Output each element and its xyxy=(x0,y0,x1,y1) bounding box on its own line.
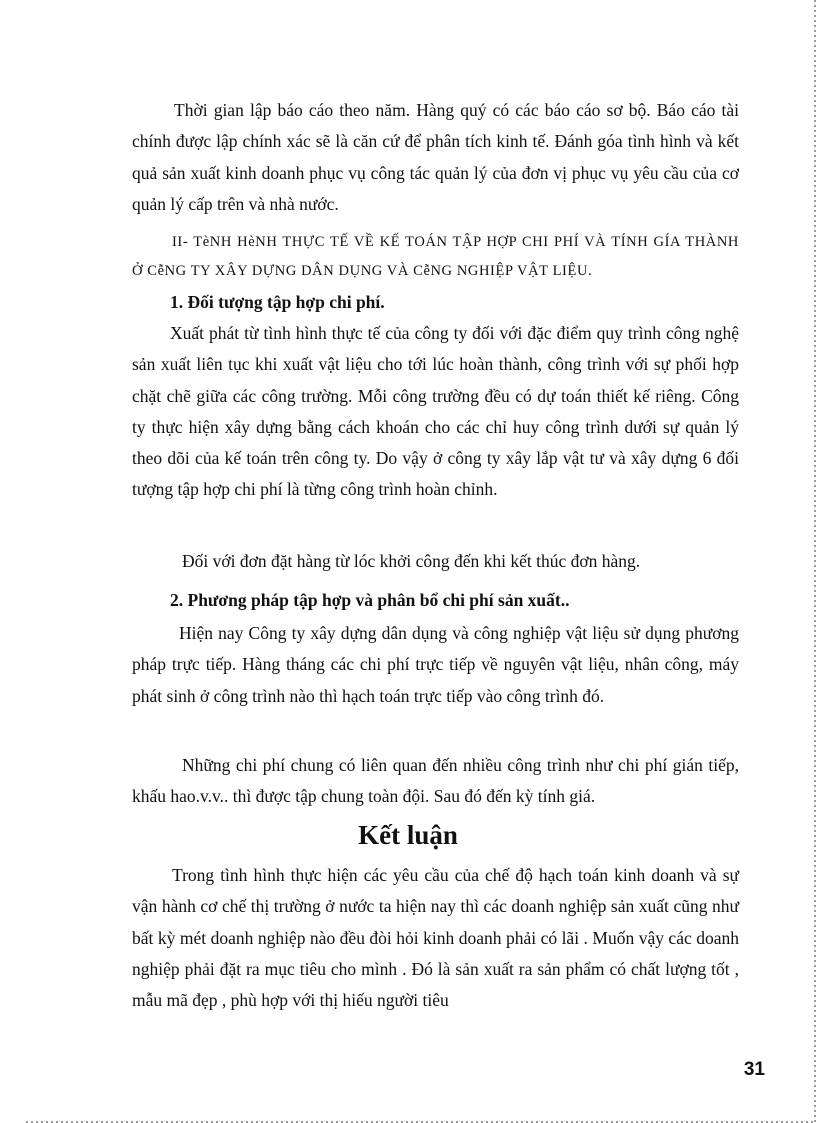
intro-paragraph: Thời gian lập báo cáo theo năm. Hàng quý có các báo cáo sơ bộ. Báo cáo tài chính được lập chính xác sẽ là căn cứ để phân tích kinh tế. Đánh góa tình hình và kết quả sản xuất kinh doanh phục vụ công tác quản lý của đơn vị phục vụ yêu cầu của cơ quản lý cấp trên và nhà nước. xyxy=(132,100,739,214)
heading-cost-method: 2. Phương pháp tập hợp và phân bổ chi phí sản xuất.. xyxy=(170,590,570,610)
body-cost-objects: Xuất phát từ tình hình thực tế của công ty đối với đặc điểm quy trình công nghệ sản xuất liên tục khi xuất vật liệu cho tới lúc hoàn thành, công trình với sự phối hợp chặt chẽ giữa các công trường. Mỗi công trường đều có dự toán thiết kế riêng. Công ty thực hiện xây dựng bằng cách khoán cho các chỉ huy công trình dưới sự quản lý theo dõi của kế toán trên công ty. Do vậy ở công ty xây lắp vật tư và xây dựng 6 đối tượng tập hợp chi phí là từng công trình hoàn chỉnh. xyxy=(132,323,739,500)
body-order-note: Đối với đơn đặt hàng từ lóc khởi công đến khi kết thúc đơn hàng. xyxy=(182,551,641,571)
page-number: 31 xyxy=(743,1059,765,1080)
conclusion-title: Kết luận xyxy=(358,820,458,850)
body-common-costs: Những chi phí chung có liên quan đến nhiều công trình như chi phí gián tiếp, khấu hao.v.v.. thì được tập chung toàn đội. Sau đó đến kỳ tính giá. xyxy=(132,755,739,807)
heading-cost-objects: 1. Đối tượng tập hợp chi phí. xyxy=(170,292,385,312)
section-title: II- TèNH HèNH THỰC TẾ VỀ KẾ TOÁN TẬP HỢP CHI PHÍ VÀ TÍNH GÍA THÀNH Ở CễNG TY XÂY DỰNG DÂN DỤNG VÀ CễNG NGHIỆP VẬT LIỆU. xyxy=(132,234,739,279)
body-cost-method: Hiện nay Công ty xây dựng dân dụng và công nghiệp vật liệu sử dụng phương pháp trực tiếp. Hàng tháng các chi phí trực tiếp về nguyên vật liệu, nhân công, máy phát sinh ở công trình nào thì hạch toán trực tiếp vào công trình đó. xyxy=(132,623,739,706)
body-conclusion: Trong tình hình thực hiện các yêu cầu của chế độ hạch toán kinh doanh và sự vận hành cơ chế thị trường ở nước ta hiện nay thì các doanh nghiệp sản xuất cũng như bất kỳ mét doanh nghiệp nào đều đòi hỏi kinh doanh phải có lãi . Muốn vậy các doanh nghiệp phải đặt ra mục tiêu cho mình . Đó là sản xuất ra sản phẩm có chất lượng tốt , mẫu mã đẹp , phù hợp với thị hiếu người tiêu xyxy=(132,865,739,1011)
